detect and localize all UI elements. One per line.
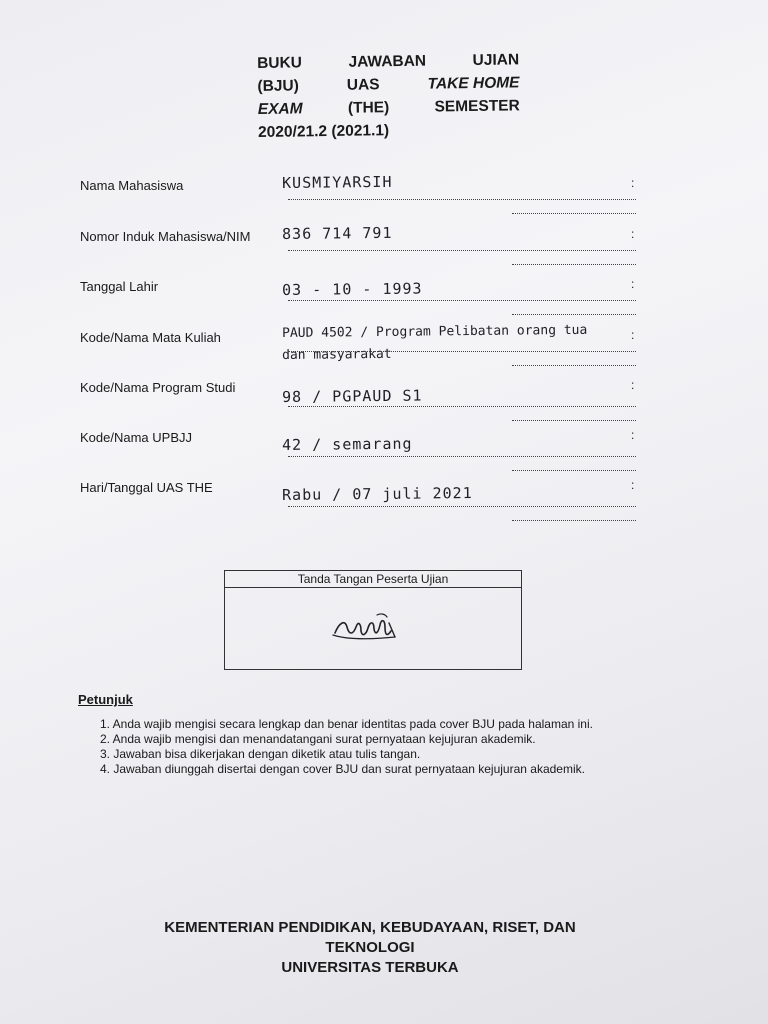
- instruction-item: 3. Jawaban bisa dikerjakan dengan diketik atau tulis tangan.: [100, 747, 421, 761]
- title-word: UAS: [346, 76, 380, 94]
- title-word: BUKU: [257, 54, 303, 72]
- field-colon: :: [631, 176, 635, 190]
- dotted-line: [512, 264, 636, 265]
- field-value-handwritten: Rabu / 07 juli 2021: [282, 484, 473, 504]
- field-value-handwritten: KUSMIYARSIH: [282, 172, 393, 192]
- field-label: Kode/Nama Mata Kuliah: [80, 330, 221, 345]
- title-line-4: [258, 117, 520, 144]
- handwritten-signature: [325, 601, 405, 651]
- field-label: Nomor Induk Mahasiswa/NIM: [80, 229, 251, 244]
- title-word: JAWABAN: [348, 52, 427, 71]
- instructions-title: Petunjuk: [78, 692, 133, 707]
- ministry-footer: [90, 918, 650, 978]
- instruction-item: 4. Jawaban diunggah disertai dengan cover BJU dan surat pernyataan kejujuran akademik.: [100, 762, 585, 776]
- field-colon: :: [631, 227, 635, 241]
- dotted-line: [512, 365, 636, 366]
- title-word: (BJU): [257, 77, 299, 95]
- instruction-item: 2. Anda wajib mengisi dan menandatangani surat pernyataan kejujuran akademik.: [100, 732, 536, 746]
- title-word: (THE): [347, 99, 390, 117]
- field-label: Hari/Tanggal UAS THE: [80, 480, 213, 495]
- field-label: Nama Mahasiswa: [80, 178, 184, 193]
- dotted-line: [512, 213, 636, 214]
- dotted-line: [512, 420, 636, 421]
- university-name: UNIVERSITAS TERBUKA: [281, 959, 459, 976]
- field-colon: :: [631, 428, 635, 442]
- title-line-3: [258, 94, 520, 121]
- field-label: Tanggal Lahir: [80, 279, 159, 294]
- field-value-handwritten: 98 / PGPAUD S1: [282, 386, 423, 406]
- field-value-handwritten: 03 - 10 - 1993: [282, 279, 423, 299]
- instructions-section: [78, 692, 698, 777]
- signature-box-heading: Tanda Tangan Peserta Ujian: [225, 571, 521, 588]
- field-colon: :: [631, 277, 635, 291]
- footer-line: KEMENTERIAN PENDIDIKAN, KEBUDAYAAN, RISET, DAN: [164, 919, 576, 936]
- dotted-line: [288, 506, 636, 507]
- title-word: EXAM: [257, 100, 303, 118]
- dotted-line: [288, 351, 636, 352]
- footer-line: TEKNOLOGI: [325, 939, 415, 956]
- title-word: UJIAN: [472, 51, 520, 69]
- dotted-line: [512, 520, 636, 521]
- field-program-studi: [80, 380, 640, 428]
- field-upbjj: [80, 430, 640, 478]
- dotted-line: [288, 456, 636, 457]
- field-tanggal-lahir: [80, 279, 640, 327]
- dotted-line: [512, 314, 636, 315]
- field-colon: :: [631, 328, 635, 342]
- dotted-line: [288, 300, 636, 301]
- dotted-line: [288, 406, 636, 407]
- field-colon: :: [631, 378, 635, 392]
- title-word: SEMESTER: [434, 97, 520, 116]
- dotted-line: [512, 470, 636, 471]
- field-hari-tanggal: [80, 480, 640, 528]
- instruction-item: 1. Anda wajib mengisi secara lengkap dan benar identitas pada cover BJU pada halaman ini.: [100, 717, 593, 731]
- field-nama-mahasiswa: [80, 172, 640, 226]
- field-value-handwritten-line2: dan masyarakat: [282, 346, 392, 363]
- dotted-line: [288, 250, 636, 251]
- field-value-handwritten: 42 / semarang: [282, 434, 413, 454]
- document-title: [257, 48, 520, 144]
- dotted-line: [288, 199, 636, 200]
- field-label: Kode/Nama Program Studi: [80, 380, 236, 395]
- instructions-list: [100, 717, 698, 777]
- field-mata-kuliah: [80, 322, 640, 378]
- title-semester: 2020/21.2 (2021.1): [258, 122, 390, 141]
- title-word: TAKE HOME: [427, 74, 520, 93]
- field-value-handwritten: PAUD 4502 / Program Pelibatan orang tua: [282, 322, 588, 341]
- field-colon: :: [631, 478, 635, 492]
- field-value-handwritten: 836 714 791: [282, 223, 393, 243]
- field-nim: [80, 223, 640, 277]
- field-label: Kode/Nama UPBJJ: [80, 430, 192, 445]
- signature-box: [224, 570, 522, 670]
